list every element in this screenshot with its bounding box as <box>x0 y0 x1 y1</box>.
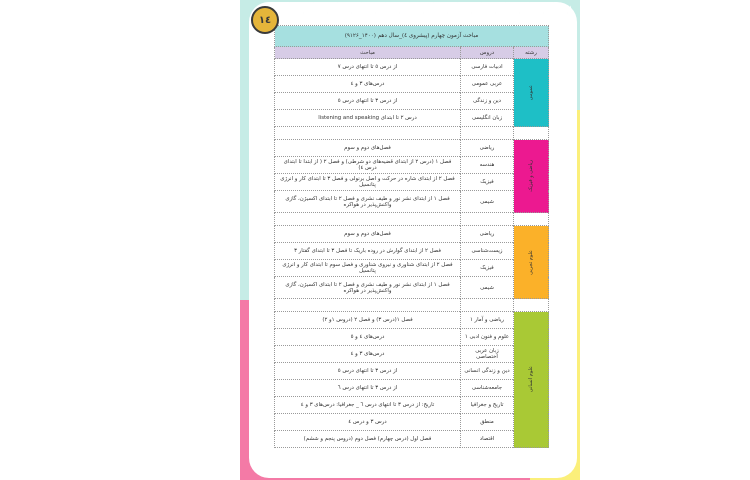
lesson-cell: اقتصاد <box>461 431 514 448</box>
lesson-cell: شیمی <box>461 277 514 299</box>
table-header-row <box>275 47 549 59</box>
topic-cell: فصل‌های دوم و سوم <box>275 226 461 243</box>
lesson-cell: ریاضی <box>461 226 514 243</box>
lesson-cell: ریاضی و آمار ١ <box>461 312 514 329</box>
lesson-cell: دین و زندگی <box>461 93 514 110</box>
category-math-physics: ریاضی و فیزیک <box>514 140 549 213</box>
category-general: عمومی <box>514 59 549 127</box>
topic-cell: تاریخ: از درس ٣ تا انتهای درس ٦ _ جغرافیا: درس‌های ٣ و ٤ <box>275 397 461 414</box>
table-row <box>275 191 549 213</box>
lesson-cell: عربی عمومی <box>461 76 514 93</box>
topic-cell: فصل ٢ از ابتدای گوارش در روده باریک تا فصل ٣ تا ابتدای گفتار ٣ <box>275 243 461 260</box>
table-row <box>275 226 549 243</box>
page-number: ١٤ <box>258 14 272 26</box>
table-row <box>275 431 549 448</box>
header-topics: مباحث <box>275 47 461 59</box>
table-row <box>275 397 549 414</box>
topic-cell: درس‌های ٣ و ٤ <box>275 346 461 363</box>
page-number-badge <box>251 6 279 34</box>
header-branch: رشته <box>514 47 549 59</box>
topic-cell: درس‌های ٤ و ٥ <box>275 329 461 346</box>
table-row <box>275 312 549 329</box>
lesson-cell: زبان انگلیسی <box>461 110 514 127</box>
lesson-cell: علوم و فنون ادبی ١ <box>461 329 514 346</box>
topic-cell: فصل ٢ از ابتدای شاره در حرکت و اصل برنولی و فصل ٣ تا ابتدای کار و انرژی پتانسیل <box>275 174 461 191</box>
topic-cell: از درس ٣ تا انتهای درس ٥ <box>275 363 461 380</box>
topic-cell: از درس ٥ تا انتهای درس ٧ <box>275 59 461 76</box>
lesson-cell: زبان عربی اختصاصی <box>461 346 514 363</box>
topic-cell: از درس ٣ تا انتهای درس ٦ <box>275 380 461 397</box>
category-experimental-sciences: علوم تجربی <box>514 226 549 299</box>
table-row <box>275 414 549 431</box>
topic-cell: فصل ١ از ابتدای نشر نور و طیف نشری و فصل ٢ تا ابتدای اکسیژن، گازی واکنش‌پذیر در هواکره <box>275 277 461 299</box>
table-row <box>275 329 549 346</box>
table-row <box>275 243 549 260</box>
topic-cell: فصل ١(درس ٣) و فصل ٢ (دروس ١و ٢) <box>275 312 461 329</box>
table-row <box>275 174 549 191</box>
table-row <box>275 59 549 76</box>
spacer-row <box>275 127 549 140</box>
spacer-row <box>275 299 549 312</box>
lesson-cell: تاریخ و جغرافیا <box>461 397 514 414</box>
lesson-cell: منطق <box>461 414 514 431</box>
table-row <box>275 346 549 363</box>
table-row <box>275 110 549 127</box>
exam-topics-table <box>274 25 549 448</box>
table-row <box>275 380 549 397</box>
lesson-cell: فیزیک <box>461 260 514 277</box>
lesson-cell: فیزیک <box>461 174 514 191</box>
topic-cell: فصل ١ از ابتدای نشر نور و طیف نشری و فصل ٢ تا ابتدای اکسیژن، گازی واکنش‌پذیر در هواکره <box>275 191 461 213</box>
lesson-cell: شیمی <box>461 191 514 213</box>
table-row <box>275 363 549 380</box>
table-row <box>275 260 549 277</box>
topic-cell: درس‌های ٣ و ٤ <box>275 76 461 93</box>
lesson-cell: ریاضی <box>461 140 514 157</box>
topic-cell: فصل ٢ از ابتدای شناوری و نیروی شناوری و فصل سوم تا ابتدای کار و انرژی پتانسیل <box>275 260 461 277</box>
lesson-cell: ادبیات فارسی <box>461 59 514 76</box>
paper-wave-edge-top <box>255 2 571 14</box>
topic-cell: از درس ٣ تا انتهای درس ٥ <box>275 93 461 110</box>
topic-cell: فصل اول (درس چهارم) فصل دوم (دروس پنجم و ششم) <box>275 431 461 448</box>
table-row <box>275 93 549 110</box>
table-title: مباحث آزمون چهارم (پیشروی ٤)_سال دهم (۱۴۰۰_۹۱۲۶) <box>275 26 549 47</box>
lesson-cell: هندسه <box>461 157 514 174</box>
topic-cell: درس ٣ و درس ٤ <box>275 414 461 431</box>
lesson-cell: زیست‌شناسی <box>461 243 514 260</box>
topic-cell: درس ٢ تا ابتدای listening and speaking <box>275 110 461 127</box>
header-lessons: دروس <box>461 47 514 59</box>
table-row <box>275 76 549 93</box>
paper-wave-edge-bottom <box>255 462 571 474</box>
spacer-row <box>275 213 549 226</box>
topic-cell: فصل ١ (درس ٢ از ابتدای قضیه‌های دو شرطی) و فصل ٢ ( از ابتدا تا ابتدای درس ٤) <box>275 157 461 174</box>
table-row <box>275 157 549 174</box>
lesson-cell: جامعه‌شناسی <box>461 380 514 397</box>
topic-cell: فصل‌های دوم و سوم <box>275 140 461 157</box>
table-row <box>275 140 549 157</box>
category-humanities: علوم انسانی <box>514 312 549 448</box>
table-title-row <box>275 26 549 47</box>
lesson-cell: دین و زندگی انسانی <box>461 363 514 380</box>
table-row <box>275 277 549 299</box>
